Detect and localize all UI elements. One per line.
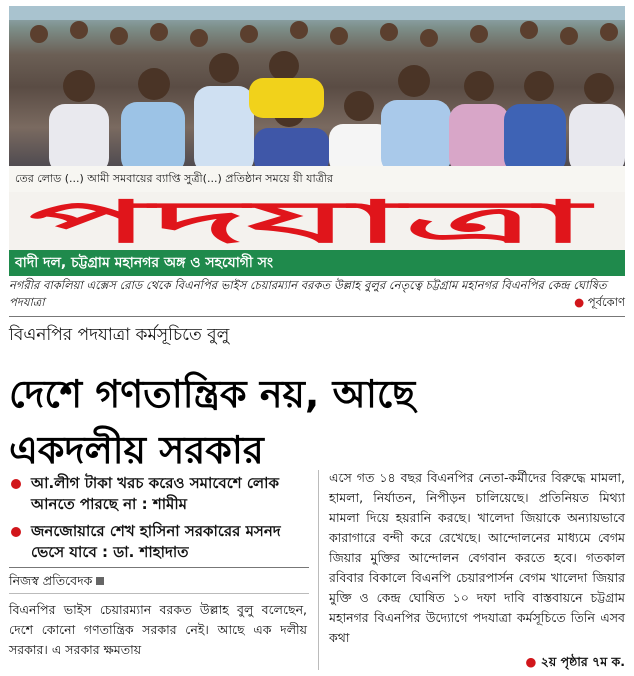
headline-line-2: একদলীয় সরকার: [9, 428, 264, 472]
banner-bottom-text: বাদী দল, চট্টগ্রাম মহানগর অঙ্গ ও সহযোগী সং: [9, 250, 625, 276]
highlight-bullets: [9, 473, 309, 569]
continuation-dot-icon: ●: [525, 654, 541, 669]
column-divider: [318, 470, 319, 670]
banner-top-text: তের লোড (...) আমী সমবায়ের ব্যাপ্তি সুত্রী(...) প্রতিষ্ঠান সময়ে য়ী যাত্রীর: [9, 166, 625, 192]
continuation-note[interactable]: [525, 654, 625, 674]
divider: [9, 593, 309, 594]
credit-text: পূর্বকোণ: [587, 295, 625, 309]
bullet-dot-icon: [11, 527, 21, 537]
news-photo: [9, 6, 625, 276]
headline-line-1: দেশে গণতান্ত্রিক নয়, আছে: [9, 372, 416, 416]
headline: [9, 366, 625, 478]
bullet-text: আ.লীগ টাকা খরচ করেও সমাবেশে লোক আনতে পারছে না : শামীম: [31, 474, 279, 513]
body-column-left: বিএনপির ভাইস চেয়ারম্যান বরকত উল্লাহ বুলু বলেছেন, দেশে কোনো গণতান্ত্রিক সরকার নেই। আছে এক দলীয় সরকার। এ সরকার ক্ষমতায়: [9, 602, 307, 657]
byline-text: নিজস্ব প্রতিবেদক: [9, 573, 93, 588]
byline: [9, 573, 104, 593]
divider: [9, 316, 625, 317]
banner-main-text: পদযাত্রা: [29, 196, 596, 250]
body-column-right: এসে গত ১৪ বছর বিএনপির নেতা-কর্মীদের বিরুদ্ধে মামলা, হামলা, নির্যাতন, নিপীড়ন চালিয়েছে। প্রতিনিয়ত মিথ্যা মামলা দিয়ে হয়রানি করছে। খালেদা জিয়াকে অন্যায়ভাবে কারাগারে বন্দী করে রেখেছে। আন্দোলনের মাধ্যমে বেগম জিয়ার মুক্তির আন্দোলন বেগবান করতে হবে। গতকাল রবিবার বিকালে বিএনপি চেয়ারপার্সন বেগম খালেদা জিয়ার মুক্তি ও কেন্দ্র ঘোষিত ১০ দফা দাবি বাস্তবায়নে চট্টগ্রাম মহানগর বিএনপির উদ্যোগে পদযাত্রা কর্মসূচিতে তিনি এসব কথা: [329, 470, 625, 645]
banner-red-lettering: [9, 196, 625, 250]
photo-credit: [574, 294, 625, 311]
continuation-text: ২য় পৃষ্ঠার ৭ম ক.: [540, 654, 625, 669]
divider: [9, 567, 309, 568]
bullet-dot-icon: [11, 479, 21, 489]
bullet-item: [9, 473, 309, 515]
rally-banner: [9, 166, 625, 276]
bullet-text: জনজোয়ারে শেখ হাসিনা সরকারের মসনদ ভেসে যাবে : ডা. শাহাদাত: [31, 522, 281, 561]
byline-square-icon: [96, 577, 104, 585]
photo-caption: [9, 277, 625, 311]
bullet-item: [9, 521, 309, 563]
credit-dot-icon: ●: [574, 295, 588, 309]
kicker: বিএনপির পদযাত্রা কর্মসূচিতে বুলু: [9, 325, 230, 345]
caption-text: নগরীর বাকলিয়া এক্সেস রোড থেকে বিএনপির ভাইস চেয়ারম্যান বরকত উল্লাহ বুলুর নেতৃত্বে চট্টগ্রাম মহানগর বিএনপির কেন্দ্র ঘোষিত পদযাত্রা: [9, 278, 607, 309]
